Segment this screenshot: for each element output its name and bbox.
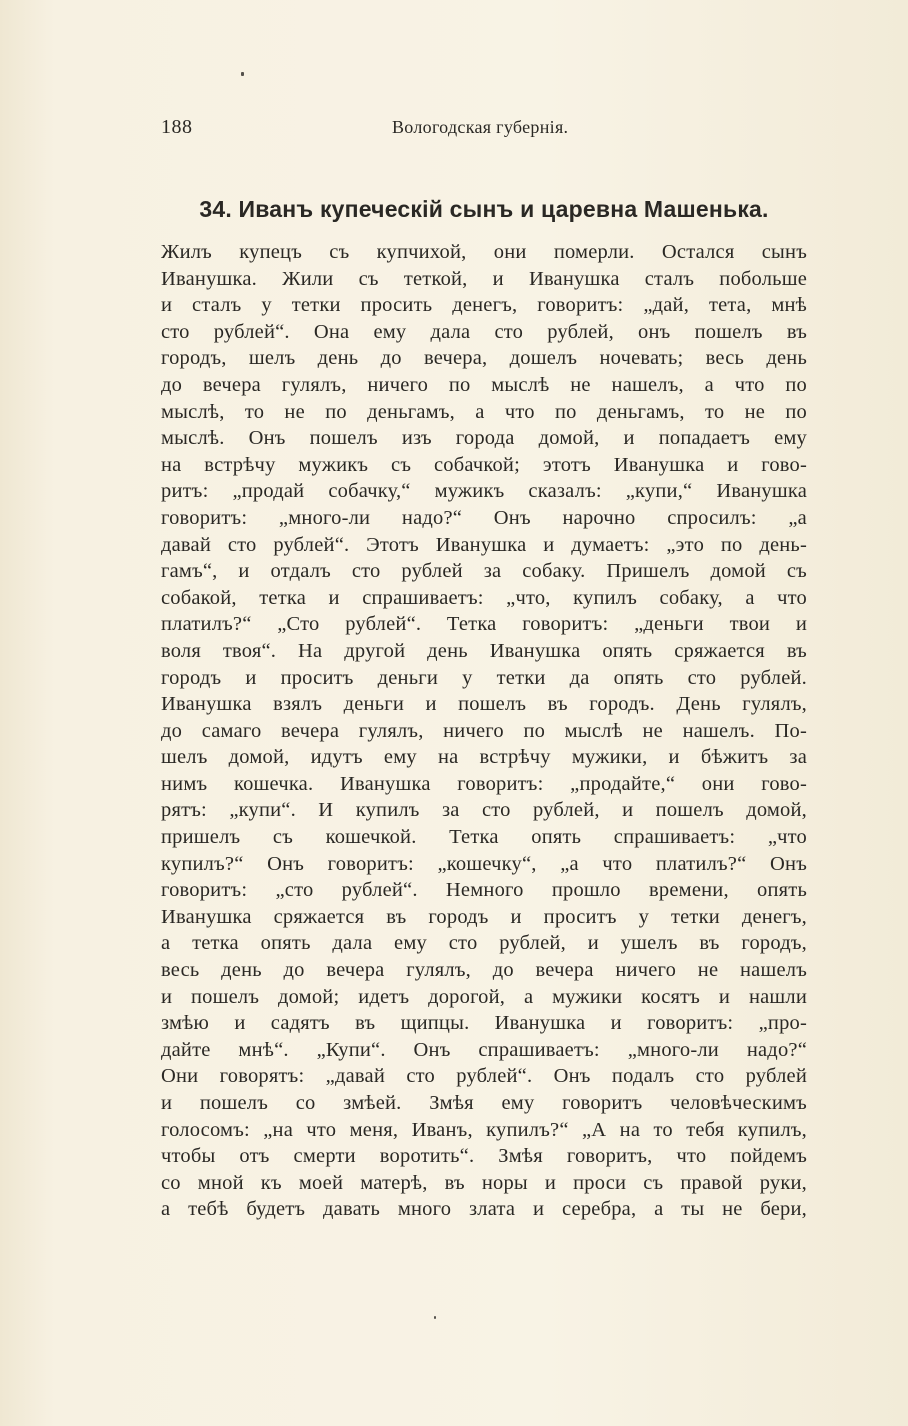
text-line: мыслѣ, то не по деньгамъ, а что по деньгамъ, то не по	[161, 400, 807, 423]
text-line: давай сто рублей“. Этотъ Иванушка и думаетъ: „это по день-	[161, 533, 807, 556]
text-line: Иванушка сряжается въ городъ и проситъ у тетки денегъ,	[161, 905, 807, 928]
text-line: городъ, шелъ день до вечера, дошелъ ночевать; весь день	[161, 347, 807, 370]
running-head: Вологодская губернія.	[392, 117, 569, 137]
text-line: нимъ кошечка. Иванушка говоритъ: „продайте,“ они гово-	[161, 772, 807, 795]
page-header	[161, 116, 807, 142]
text-line: Жилъ купецъ съ купчихой, они померли. Остался сынъ	[161, 241, 807, 263]
text-line: пришелъ съ кошечкой. Тетка опять спрашиваетъ: „что	[161, 826, 807, 849]
text-line: сто рублей“. Она ему дала сто рублей, онъ пошелъ въ	[161, 320, 807, 343]
text-line: ритъ: „продай собачку,“ мужикъ сказалъ: „купи,“ Иванушка	[161, 480, 807, 503]
text-line: говоритъ: „сто рублей“. Немного прошло времени, опять	[161, 879, 807, 902]
text-line: весь день до вечера гулялъ, до вечера ничего не нашелъ	[161, 959, 807, 982]
text-line: Иванушка взялъ деньги и пошелъ въ городъ. День гулялъ,	[161, 693, 807, 716]
text-line: гамъ“, и отдалъ сто рублей за собаку. Пришелъ домой съ	[161, 560, 807, 583]
text-line: змѣю и садятъ въ щипцы. Иванушка и говоритъ: „про-	[161, 1012, 807, 1035]
text-line: городъ и проситъ деньги у тетки да опять сто рублей.	[161, 666, 807, 689]
text-line: собакой, тетка и спрашиваетъ: „что, купилъ собаку, а что	[161, 586, 807, 609]
text-line: дайте мнѣ“. „Купи“. Онъ спрашиваетъ: „много-ли надо?“	[161, 1038, 807, 1061]
text-line: чтобы отъ смерти воротить“. Змѣя говоритъ, что пойдемъ	[161, 1145, 807, 1168]
text-line: мыслѣ. Онъ пошелъ изъ города домой, и попадаетъ ему	[161, 427, 807, 450]
text-line: и пошелъ домой; идетъ дорогой, а мужики косятъ и нашли	[161, 985, 807, 1008]
story-text	[161, 239, 807, 1223]
print-speck	[434, 1316, 436, 1319]
text-line: со мной къ моей матерѣ, въ норы и проси съ правой руки,	[161, 1171, 807, 1194]
text-line: шелъ домой, идутъ ему на встрѣчу мужики, и бѣжитъ за	[161, 746, 807, 769]
text-line: на встрѣчу мужикъ съ собачкой; этотъ Иванушка и гово-	[161, 453, 807, 476]
text-line: воля твоя“. На другой день Иванушка опять сряжается въ	[161, 639, 807, 662]
text-line: а тебѣ будетъ давать много злата и серебра, а ты не бери,	[161, 1198, 807, 1221]
story-title: 34. Иванъ купеческій сынъ и царевна Машенька.	[199, 196, 769, 222]
text-line: платилъ?“ „Сто рублей“. Тетка говоритъ: „деньги твои и	[161, 613, 807, 636]
text-line: до вечера гулялъ, ничего по мыслѣ не нашелъ, а что по	[161, 373, 807, 396]
text-line: рятъ: „купи“. И купилъ за сто рублей, и пошелъ домой,	[161, 799, 807, 822]
text-line: купилъ?“ Онъ говоритъ: „кошечку“, „а что платилъ?“ Онъ	[161, 852, 807, 875]
text-line: до самаго вечера гулялъ, ничего по мыслѣ не нашелъ. По-	[161, 719, 807, 742]
text-line: Они говорятъ: „давай сто рублей“. Онъ подалъ сто рублей	[161, 1065, 807, 1088]
print-speck	[241, 72, 244, 76]
text-line: и пошелъ со змѣей. Змѣя ему говоритъ человѣческимъ	[161, 1092, 807, 1114]
text-line: и сталъ у тетки просить денегъ, говоритъ: „дай, тета, мнѣ	[161, 294, 807, 317]
text-line: голосомъ: „на что меня, Иванъ, купилъ?“ „А на то тебя купилъ,	[161, 1118, 807, 1141]
text-line: а тетка опять дала ему сто рублей, и ушелъ въ городъ,	[161, 932, 807, 955]
page-number: 188	[161, 116, 193, 138]
text-line: Иванушка. Жили съ теткой, и Иванушка сталъ побольше	[161, 267, 807, 290]
text-line: говоритъ: „много-ли надо?“ Онъ нарочно спросилъ: „а	[161, 506, 807, 529]
